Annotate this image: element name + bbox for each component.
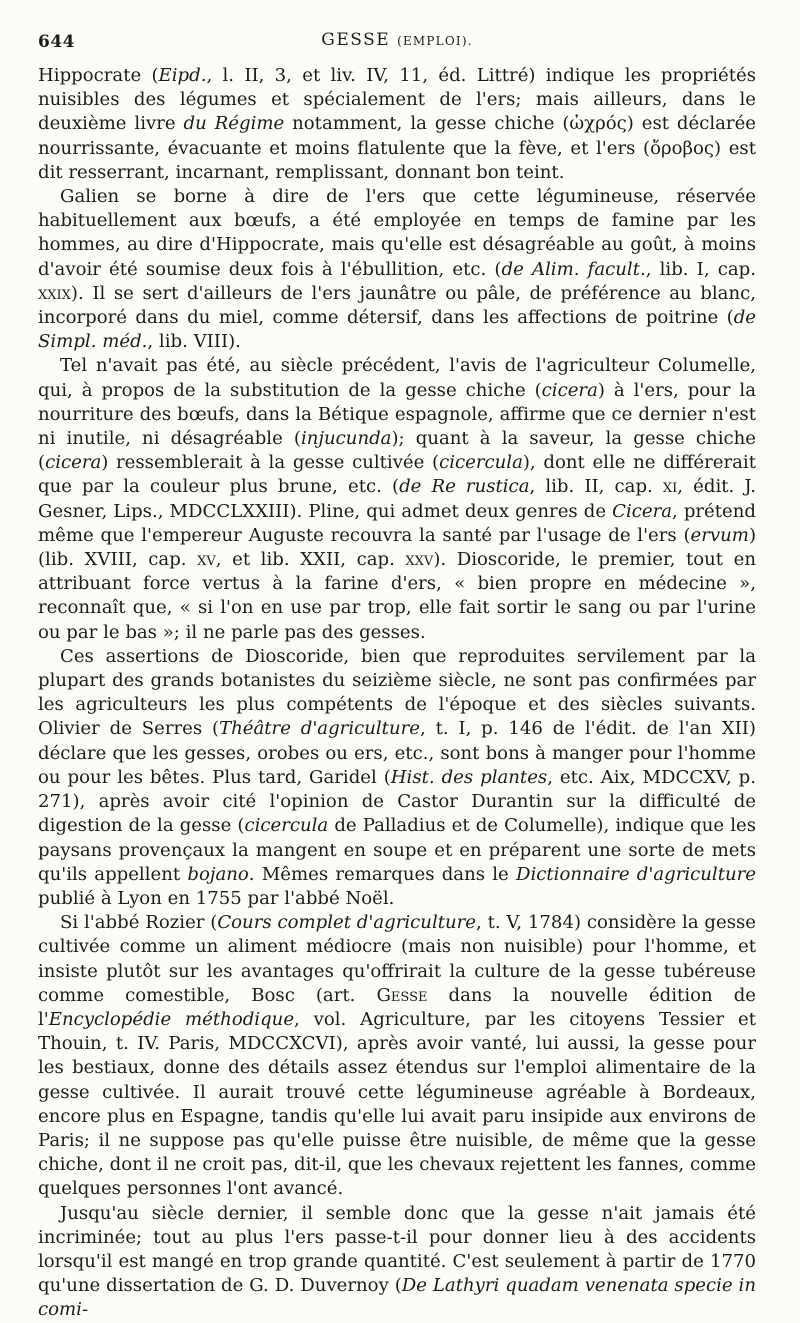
paragraph-text: ). Dioscoride, le premier, tout en attribuant force vertus à la farine d'ers, « bien propre en médecine », reconnaît que, « si l'on en use par trop, elle fait sortir le sang ou par l'urine ou par le bas »; il ne parle pas des gesses.: [38, 549, 756, 643]
page-number: 644: [38, 32, 75, 52]
paragraph-text: . Mêmes remarques dans le: [248, 863, 516, 885]
paragraph-text: xxv: [405, 549, 434, 571]
paragraph-text: , etc. Aix, MDCCXV, p. 271), après avoir cité l'opinion de Castor Durantin sur la difficulté de digestion de la gesse (: [38, 766, 756, 837]
italic-text: cicera: [45, 452, 102, 474]
paragraph-text: Ces assertions de Dioscoride, bien que reproduites servilement par la plupart des grands botanistes du seizième siècle, ne sont pas confirmées par les agriculteurs les plus compétents de l'époque et des siècles suivants. Olivier de Serres (: [38, 645, 756, 740]
paragraph-text: ) ressemblerait à la gesse cultivée (: [101, 452, 440, 474]
paragraph-text: , lib. I, cap.: [645, 258, 756, 280]
italic-text: du Régime: [183, 113, 285, 135]
italic-text: ervum: [690, 524, 749, 546]
italic-text: bojano: [187, 863, 249, 885]
paragraph-text: Si l'abbé Rozier (: [60, 912, 218, 934]
paragraph: [38, 354, 756, 644]
italic-text: de Simpl. méd.: [38, 307, 756, 353]
paragraph-text: xi: [662, 476, 678, 498]
italic-text: de Alim. facult.: [501, 258, 646, 280]
italic-text: Dictionnaire d'agriculture: [515, 863, 756, 885]
paragraph: [38, 911, 756, 1201]
paragraph-text: Galien se borne à dire de l'ers que cette légumineuse, réservée habituellement aux bœufs, a été employée en temps de famine par les hommes, au dire d'Hippocrate, mais qu'elle est désagréable au goût, à moins d'avoir été soumise deux fois à l'ébullition, etc. (: [38, 186, 756, 280]
running-title-main: GESSE: [321, 30, 391, 50]
article-body: [38, 64, 756, 1323]
paragraph-text: Tel n'avait pas été, au siècle précédent, l'avis de l'agriculteur Columelle, qui, à propos de la substitution de la gesse chiche (: [38, 355, 756, 401]
running-title: [38, 30, 756, 50]
paragraph-text: xxix: [38, 282, 71, 304]
paragraph-text: ). Il se sert d'ailleurs de l'ers jaunâtre ou pâle, de préférence au blanc, incorporé dans du miel, comme détersif, dans les affections de poitrine (: [38, 282, 756, 329]
paragraph-text: publié à Lyon en 1755 par l'abbé Noël.: [38, 887, 395, 909]
italic-text: Cours complet d'agriculture: [217, 912, 477, 934]
italic-text: cicercula: [244, 815, 329, 837]
paragraph-text: , prétend même que l'empereur Auguste recouvra la santé par l'usage de l'ers (: [38, 500, 756, 546]
paragraph-text: , lib. II, cap.: [529, 476, 663, 498]
paragraph-text: de Palladius et de Columelle), indique que les paysans provençaux la mangent en soupe et en préparent une sorte de mets qu'ils appellent: [38, 815, 756, 885]
paragraph: [38, 645, 756, 911]
italic-text: Cicera: [612, 500, 673, 522]
paragraph: [38, 1202, 756, 1323]
italic-text: Théâtre d'agriculture: [219, 718, 420, 740]
paragraph-text: Gesse: [376, 984, 428, 1006]
italic-text: cicera: [541, 379, 598, 401]
paragraph-text: , et lib. XXII, cap.: [215, 549, 406, 571]
italic-text: cicercula: [439, 452, 523, 474]
paragraph-text: , t. I, p. 146 de l'édit. de l'an XII) déclare que les gesses, orobes ou ers, etc., sont bons à manger pour l'homme ou pour les bêtes. Plus tard, Garidel (: [38, 718, 756, 788]
paragraph-text: , vol. Agriculture, par les citoyens Tessier et Thouin, t. IV. Paris, MDCCXCVI), après avoir vanté, lui aussi, la gesse pour les bestiaux, donne des détails assez étendus sur l'emploi alimentaire de la gesse cultivée. Il aurait trouvé cette légumineuse agréable à Bordeaux, encore plus en Espagne, tandis qu'elle lui avait paru insipide aux environs de Paris; il ne suppose pas qu'elle puisse être nuisible, de même que la gesse chiche, dont il ne croit pas, dit-il, que les chevaux rejettent les fannes, comme quelques personnes l'ont avancé.: [38, 1008, 756, 1200]
paragraph-text: Hippocrate (: [38, 65, 159, 86]
italic-text: Eipd.: [158, 65, 207, 86]
paragraph-text: notamment, la gesse chiche (ὠχρός) est déclarée nourrissante, évacuante et moins flatulente que la fève, et l'ers (ὄροβος) est dit resserrant, incarnant, remplissant, donnant bon teint.: [38, 113, 756, 183]
italic-text: Hist. des plantes: [390, 766, 548, 788]
paragraph-text: , t. V, 1784) considère la gesse cultivée comme un aliment médiocre (mais non nuisible) pour l'homme, et insiste plutôt sur les avantages qu'offrirait la culture de la gesse tubéreuse comme comestible, Bosc (art.: [38, 912, 757, 1006]
paragraph-text: ) à l'ers, pour la nourriture des bœufs, dans la Bétique espagnole, affirme que ce dernier n'est ni inutile, ni désagréable (: [38, 379, 756, 450]
paragraph-text: ); quant à la saveur, la gesse chiche (: [38, 428, 756, 474]
italic-text: Encyclopédie méthodique: [48, 1008, 295, 1030]
italic-text: de Re rustica: [399, 476, 530, 498]
paragraph-text: dans la nouvelle édition de l': [38, 984, 757, 1030]
paragraph: [38, 64, 756, 185]
italic-text: injucunda: [300, 428, 392, 450]
running-header: [38, 28, 756, 64]
paragraph-text: ) (lib. XVIII, cap.: [38, 524, 756, 571]
paragraph: [38, 185, 756, 354]
paragraph-text: , édit. J. Gesner, Lips., MDCCLXXIII). Pline, qui admet deux genres de: [38, 476, 756, 522]
paragraph-text: Jusqu'au siècle dernier, il semble donc que la gesse n'ait jamais été incriminée; tout au plus l'ers passe-t-il pour donner lieu à des accidents lorsqu'il est mangé en trop grande quantité. C'est seulement à partir de 1770 qu'une dissertation de G. D. Duvernoy (: [38, 1202, 756, 1297]
paragraph-text: , lib. VIII).: [147, 331, 241, 353]
italic-text: De Lathyri quadam venenata specie in comi-: [38, 1275, 756, 1321]
paragraph-text: ), dont elle ne différerait que par la couleur plus brune, etc. (: [38, 452, 756, 498]
paragraph-text: xv: [197, 549, 216, 571]
paragraph-text: , l. II, 3, et liv. IV, 11, éd. Littré) indique les propriétés nuisibles des légumes et spécialement de l'ers; mais ailleurs, dans le deuxième livre: [38, 65, 756, 135]
running-title-sub: (EMPLOI).: [397, 34, 473, 48]
